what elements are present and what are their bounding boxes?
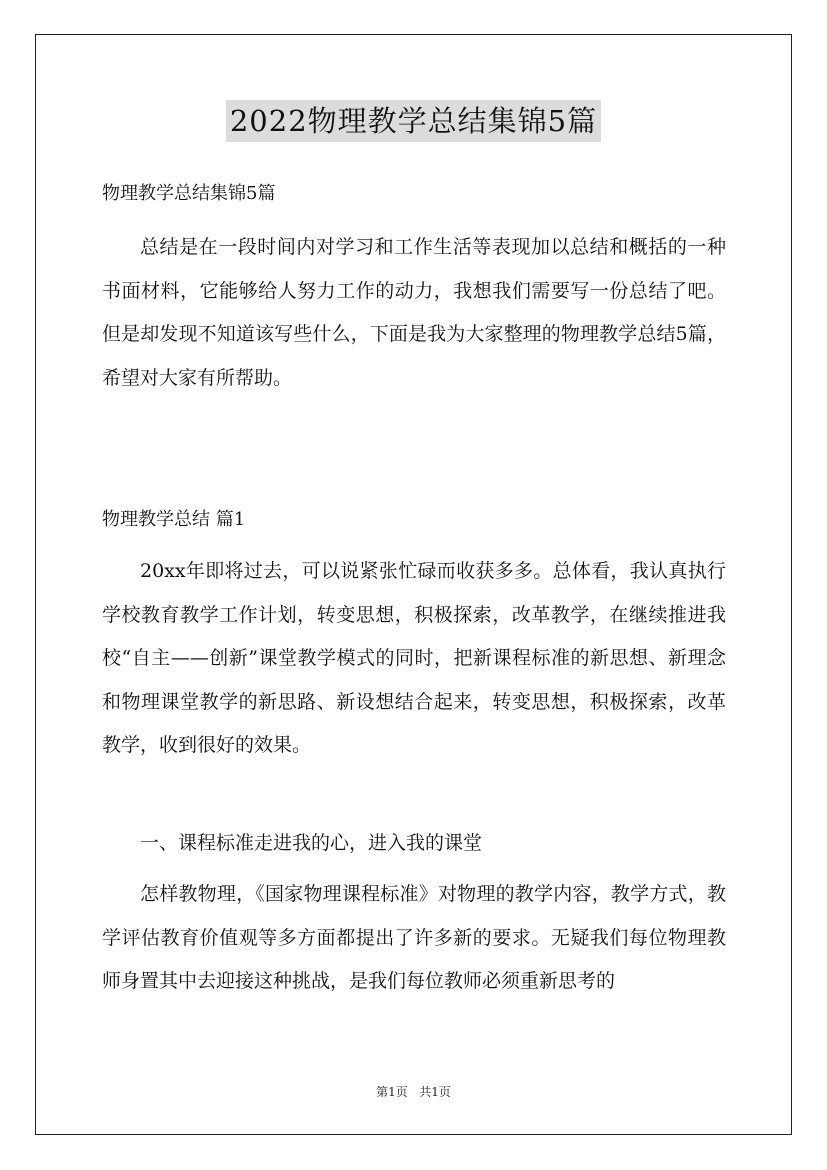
section-paragraph-2: 怎样教物理，《国家物理课程标准》对物理的教学内容，教学方式，教学评估教育价值观等多方面都提出了许多新的要求。无疑我们每位物理教师身置其中去迎接这种挑战，是我们每位教师必须重新思考的 [102,883,726,992]
page-footer [0,1083,827,1100]
section-paragraph-1: 20xx年即将过去，可以说紧张忙碌而收获多多。总体看，我认真执行学校教育教学工作计划，转变思想，积极探索，改革教学，在继续推进我校“自主——创新”课堂教学模式的同时，把新课程标准的新思想、新理念和物理课堂教学的新思路、新设想结合起来，转变思想，积极探索，改革教学，收到很好的效果。 [102,560,726,756]
page-total: 共1页 [419,1085,451,1099]
outline-heading: 一、课程标准走进我的心，进入我的课堂 [140,832,483,854]
document-subtitle: 物理教学总结集锦5篇 [102,183,276,204]
document-title: 2022物理教学总结集锦5篇 [226,100,601,142]
intro-paragraph: 总结是在一段时间内对学习和工作生活等表现加以总结和概括的一种书面材料，它能够给人努力工作的动力，我想我们需要写一份总结了吧。但是却发现不知道该写些什么，下面是我为大家整理的物理教学总结5篇，希望对大家有所帮助。 [102,236,726,389]
title-container [0,100,827,142]
page-number: 第1页 [376,1085,408,1099]
section-heading: 物理教学总结 篇1 [102,509,246,530]
